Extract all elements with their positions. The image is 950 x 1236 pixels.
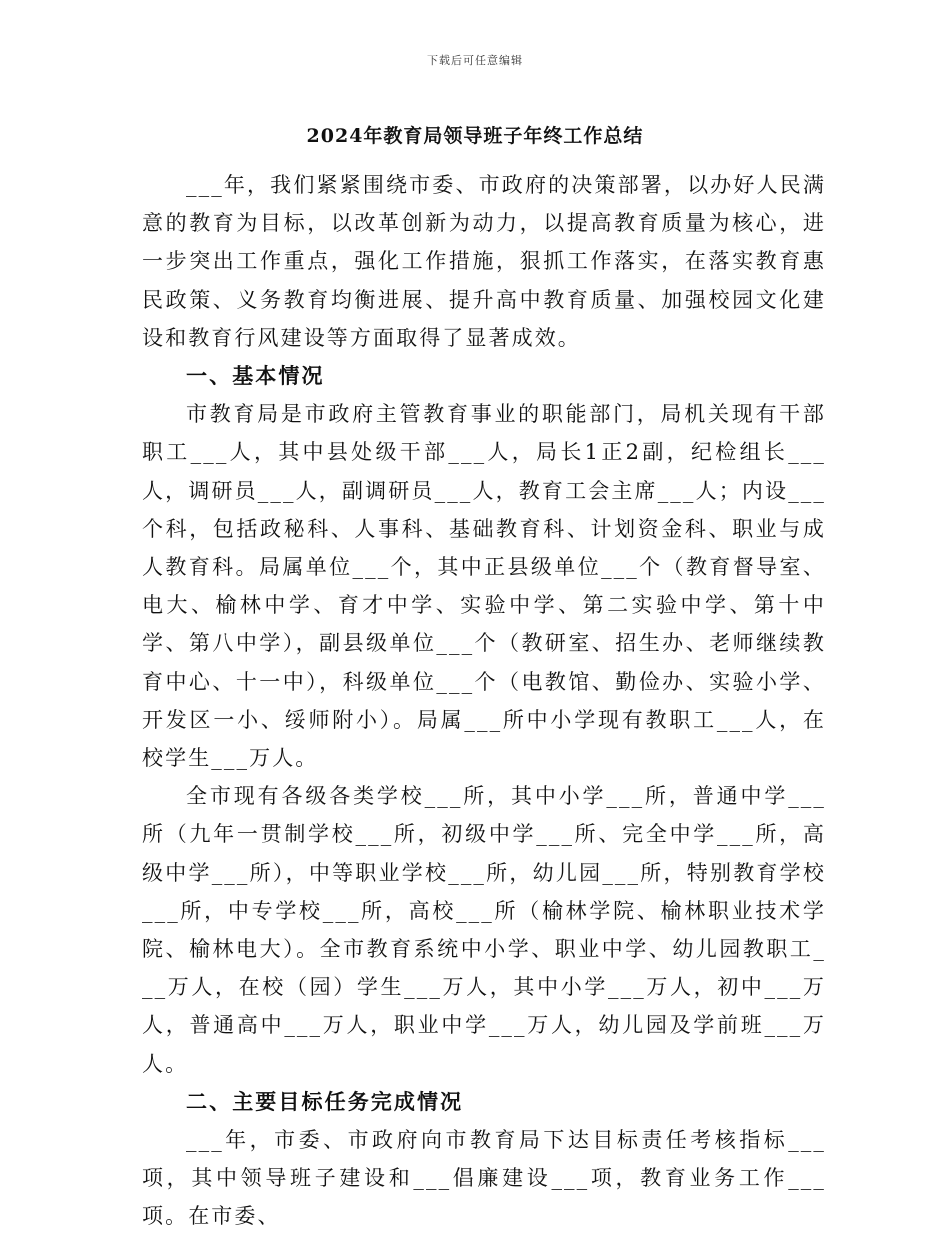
paragraph-goals-intro: ___年，市委、市政府向市教育局下达目标责任考核指标___项，其中领导班子建设和___倡廉建设___项，教育业务工作___项。在市委、 [142, 1128, 826, 1229]
paragraph-bureau-overview: 市教育局是市政府主管教育事业的职能部门，局机关现有干部职工___人，其中县处级干部___人，局长1正2副，纪检组长___人，调研员___人，副调研员___人，教育工会主席___人；内设___个科，包括政秘科、人事科、基础教育科、计划资金科、职业与成人教育科。局属单位___个，其中正县级单位___个（教育督导室、电大、榆林中学、育才中学、实验中学、第二实验中学、第十中学、第八中学），副县级单位___个（教研室、招生办、老师继续教育中心、十一中），科级单位___个（电教馆、勤俭办、实验小学、开发区一小、绥师附小）。局属___所中小学现有教职工___人，在校学生___万人。 [142, 402, 826, 771]
paragraph-intro: ___年，我们紧紧围绕市委、市政府的决策部署，以办好人民满意的教育为目标，以改革创新为动力，以提高教育质量为核心，进一步突出工作重点，强化工作措施，狠抓工作落实，在落实教育惠民政策、义务教育均衡进展、提升高中教育质量、加强校园文化建设和教育行风建设等方面取得了显著成效。 [142, 173, 826, 350]
document-title: 2024年教育局领导班子年终工作总结 [306, 125, 644, 147]
paragraph-schools-overview: 全市现有各级各类学校___所，其中小学___所，普通中学___所（九年一贯制学校___所，初级中学___所、完全中学___所，高级中学___所），中等职业学校___所，幼儿园___所，特别教育学校___所，中专学校___所，高校___所（榆林学院、榆林职业技术学院、榆林电大）。全市教育系统中小学、职业中学、幼儿园教职工___万人，在校（园）学生___万人，其中小学___万人，初中___万人，普通高中___万人，职业中学___万人，幼儿园及学前班___万人。 [142, 784, 826, 1076]
section-heading-basic-situation: 一、基本情况 [186, 363, 325, 389]
document-body [142, 166, 826, 1236]
section-heading-main-goals: 二、主要目标任务完成情况 [186, 1088, 464, 1114]
header-note: 下载后可任意编辑 [427, 54, 523, 67]
